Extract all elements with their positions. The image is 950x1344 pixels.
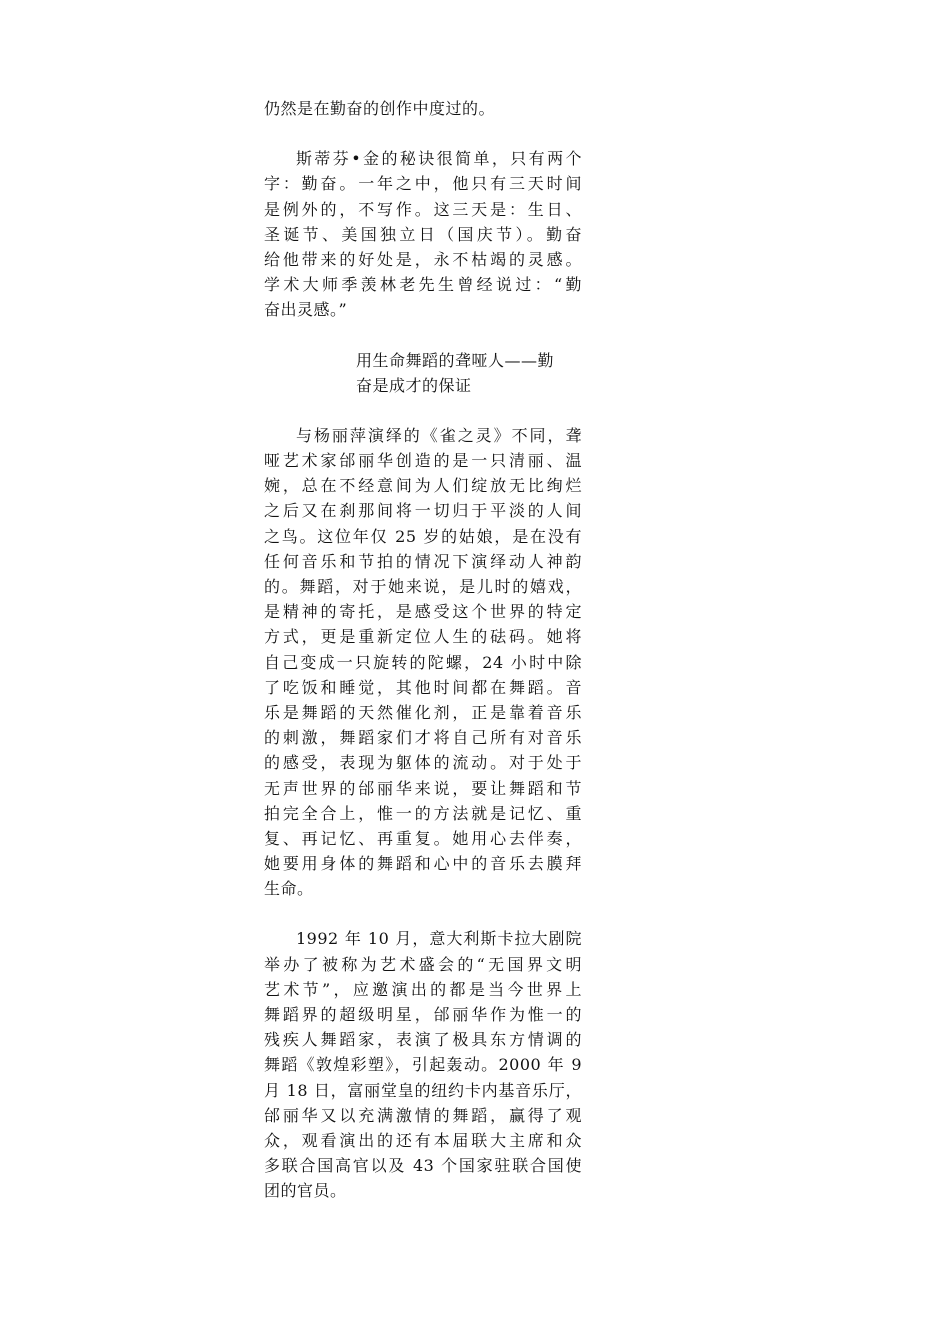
text-line: 残疾人舞蹈家，表演了极具东方情调的 (264, 1030, 582, 1050)
text-line: 字：勤奋。一年之中，他只有三天时间 (264, 174, 582, 194)
text-line: 团的官员。 (264, 1181, 347, 1201)
section-heading (264, 348, 572, 398)
text-line: 月 18 日，富丽堂皇的纽约卡内基音乐厅， (264, 1080, 582, 1100)
text-line: 多联合国高官以及 43 个国家驻联合国使 (264, 1156, 582, 1176)
text-line: 方式，更是重新定位人生的砝码。她将 (264, 627, 582, 647)
text-line: 舞蹈界的超级明星，邰丽华作为惟一的 (264, 1005, 582, 1024)
text-line: 1992 年 10 月，意大利斯卡拉大剧院 (296, 929, 582, 949)
text-line: 的感受，表现为躯体的流动。对于处于 (264, 753, 582, 773)
text-line: 学术大师季羡林老先生曾经说过：“勤 (264, 275, 582, 295)
text-line: 是精神的寄托，是感受这个世界的特定 (264, 602, 582, 622)
paragraph-tai-lihua (264, 423, 582, 902)
heading-line: 用生命舞蹈的聋哑人——勤 (356, 350, 555, 370)
text-line: 之后又在刹那间将一切归于平淡的人间 (264, 501, 582, 521)
text-column (264, 96, 582, 1204)
text-line: 了吃饭和睡觉，其他时间都在舞蹈。音 (264, 677, 582, 697)
paragraph-performance (264, 926, 582, 1203)
text-line: 拍完全合上，惟一的方法就是记忆、重 (264, 803, 582, 823)
text-line: 奋出灵感。” (264, 300, 348, 320)
paragraph-stephen-king (264, 146, 582, 322)
text-line: 无声世界的邰丽华来说，要让舞蹈和节 (264, 778, 582, 798)
text-line: 举办了被称为艺术盛会的“无国界文明 (264, 954, 582, 974)
text-line: 自己变成一只旋转的陀螺，24 小时中除 (264, 652, 582, 672)
text-line: 与杨丽萍演绎的《雀之灵》不同，聋 (296, 425, 582, 445)
heading-line: 奋是成才的保证 (356, 375, 472, 395)
text-line: 哑艺术家邰丽华创造的是一只清丽、温 (264, 451, 582, 471)
text-line: 的刺激，舞蹈家们才将自己所有对音乐 (264, 728, 582, 748)
text-line: 之鸟。这位年仅 25 岁的姑娘，是在没有 (264, 526, 582, 546)
text-line: 婉，总在不经意间为人们绽放无比绚烂 (264, 476, 582, 496)
paragraph-continuation (264, 96, 582, 121)
text-line: 复、再记忆、再重复。她用心去伴奏， (264, 828, 582, 848)
text-line: 众，观看演出的还有本届联大主席和众 (264, 1130, 582, 1150)
text-line: 艺术节”，应邀演出的都是当今世界上 (264, 979, 582, 999)
text-line: 给他带来的好处是，永不枯竭的灵感。 (264, 249, 582, 269)
text-line: 是例外的，不写作。这三天是：生日、 (264, 199, 582, 219)
text-line: 邰丽华又以充满激情的舞蹈，赢得了观 (264, 1105, 582, 1125)
text-line: 仍然是在勤奋的创作中度过的。 (264, 99, 496, 118)
text-line: 舞蹈《敦煌彩塑》，引起轰动。2000 年 9 (264, 1055, 582, 1075)
text-line: 生命。 (264, 879, 314, 899)
text-line: 圣诞节、美国独立日（国庆节）。勤奋 (264, 224, 582, 244)
text-line: 任何音乐和节拍的情况下演绎动人神韵 (264, 551, 582, 571)
text-line: 她要用身体的舞蹈和心中的音乐去膜拜 (264, 854, 582, 874)
text-line: 乐是舞蹈的天然催化剂，正是靠着音乐 (264, 702, 582, 722)
text-line: 斯蒂芬•金的秘诀很简单，只有两个 (296, 149, 582, 169)
text-line: 的。舞蹈，对于她来说，是儿时的嬉戏， (264, 577, 582, 596)
